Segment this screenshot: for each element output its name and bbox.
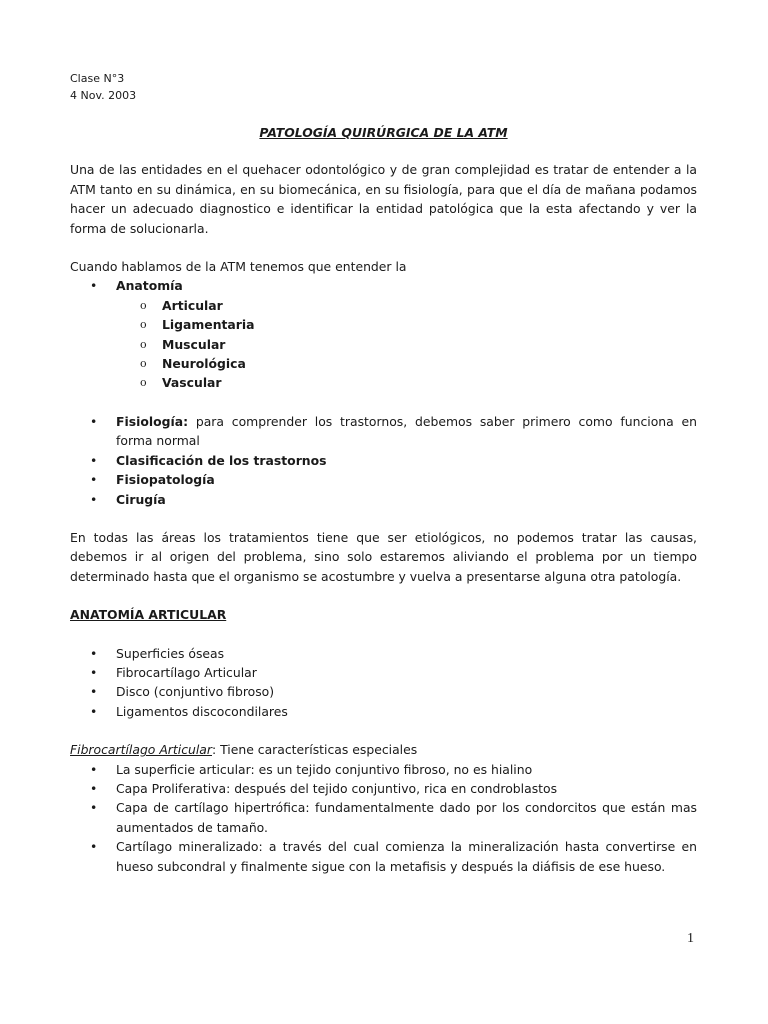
bullet-icon: •: [90, 839, 98, 855]
list-item: [70, 490, 697, 509]
sub-bullet-icon: o: [140, 357, 147, 371]
bullet-icon: •: [90, 664, 98, 680]
fibrocartilago-intro-text: : Tiene características especiales: [212, 742, 418, 758]
fibro-item: La superficie articular: es un tejido conjuntivo fibroso, no es hialino: [116, 761, 533, 777]
topic-neurologica: Neurológica: [162, 356, 246, 372]
anatomia-item: Superficies óseas: [116, 645, 225, 661]
list-item: [70, 276, 697, 295]
fibro-item: Cartílago mineralizado: a través del cual comienza la mineralización hasta convertirse en hueso subcondral y finalmente sigue con la metafisis y después la diáfisis de ese hueso.: [116, 839, 697, 874]
document-date: 4 Nov. 2003: [70, 89, 137, 102]
bullet-icon: •: [90, 491, 98, 507]
topic-vascular: Vascular: [162, 375, 222, 391]
list-item: [70, 760, 697, 779]
topic-fisiopatologia: Fisiopatología: [116, 472, 215, 488]
topic-cirugia: Cirugía: [116, 491, 166, 507]
treatment-paragraph: En todas las áreas los tratamientos tiene que ser etiológicos, no podemos tratar las causas, debemos ir al origen del problema, sino solo estaremos aliviando el problema por un tiempo determinado hasta que el organismo se acostumbre y vuelva a presentarse alguna otra patología.: [70, 529, 697, 584]
topic-muscular: Muscular: [162, 336, 226, 352]
fibrocartilago-label: Fibrocartílago Articular: [70, 742, 212, 758]
list-item: [70, 779, 697, 798]
document-content: [70, 70, 697, 876]
sub-list-item: [70, 354, 697, 373]
topics-list-2: [70, 412, 697, 509]
sub-list-item: [70, 296, 697, 315]
class-number: Clase N°3: [70, 72, 125, 85]
bullet-icon: •: [90, 278, 98, 294]
section-heading-anatomia-articular: ANATOMÍA ARTICULAR: [70, 607, 227, 623]
document-title: PATOLOGÍA QUIRÚRGICA DE LA ATM: [259, 125, 508, 140]
anatomia-item: Disco (conjuntivo fibroso): [116, 684, 275, 700]
sub-bullet-icon: o: [140, 376, 147, 390]
topic-clasificacion: Clasificación de los trastornos: [116, 452, 327, 468]
fibro-item: Capa Proliferativa: después del tejido conjuntivo, rica en condroblastos: [116, 780, 558, 796]
bullet-icon: •: [90, 761, 98, 777]
anatomia-item: Fibrocartílago Articular: [116, 664, 257, 680]
bullet-icon: •: [90, 703, 98, 719]
bullet-icon: •: [90, 413, 98, 429]
list-item: [70, 412, 697, 451]
topic-ligamentaria: Ligamentaria: [162, 317, 255, 333]
sub-bullet-icon: o: [140, 337, 147, 351]
bullet-icon: •: [90, 452, 98, 468]
topics-list: [70, 276, 697, 392]
page-number: 1: [687, 931, 694, 946]
sub-list-item: [70, 335, 697, 354]
list-item: [70, 798, 697, 837]
understand-intro: Cuando hablamos de la ATM tenemos que entender la: [70, 259, 407, 275]
intro-paragraph: Una de las entidades en el quehacer odontológico y de gran complejidad es tratar de entender a la ATM tanto en su dinámica, en su biomecánica, en su fisiología, para que el día de mañana podamos hacer un adecuado diagnostico e identificar la entidad patológica que la esta afectando y ver la forma de solucionarla.: [70, 162, 697, 236]
sub-bullet-icon: o: [140, 298, 147, 312]
anatomia-item: Ligamentos discocondilares: [116, 703, 288, 719]
bullet-icon: •: [90, 800, 98, 816]
fibrocartilago-intro: [70, 740, 697, 759]
list-item: [70, 663, 697, 682]
sub-list-item: [70, 373, 697, 392]
fibrocartilago-list: [70, 760, 697, 876]
list-item: [70, 682, 697, 701]
bullet-icon: •: [90, 645, 98, 661]
sub-bullet-icon: o: [140, 318, 147, 332]
bullet-icon: •: [90, 780, 98, 796]
list-item: [70, 644, 697, 663]
fibro-item: Capa de cartílago hipertrófica: fundamentalmente dado por los condorcitos que están mas aumentados de tamaño.: [116, 800, 697, 835]
list-item: [70, 702, 697, 721]
topic-articular: Articular: [162, 297, 223, 313]
bullet-icon: •: [90, 472, 98, 488]
list-item: [70, 837, 697, 876]
anatomia-articular-list: [70, 644, 697, 722]
list-item: [70, 470, 697, 489]
bullet-icon: •: [90, 684, 98, 700]
topic-anatomia: Anatomía: [116, 278, 183, 294]
list-item: [70, 451, 697, 470]
topic-fisiologia-text: para comprender los trastornos, debemos saber primero como funciona en forma normal: [116, 413, 697, 449]
sub-list-item: [70, 315, 697, 334]
topic-fisiologia: Fisiología:: [116, 413, 189, 429]
